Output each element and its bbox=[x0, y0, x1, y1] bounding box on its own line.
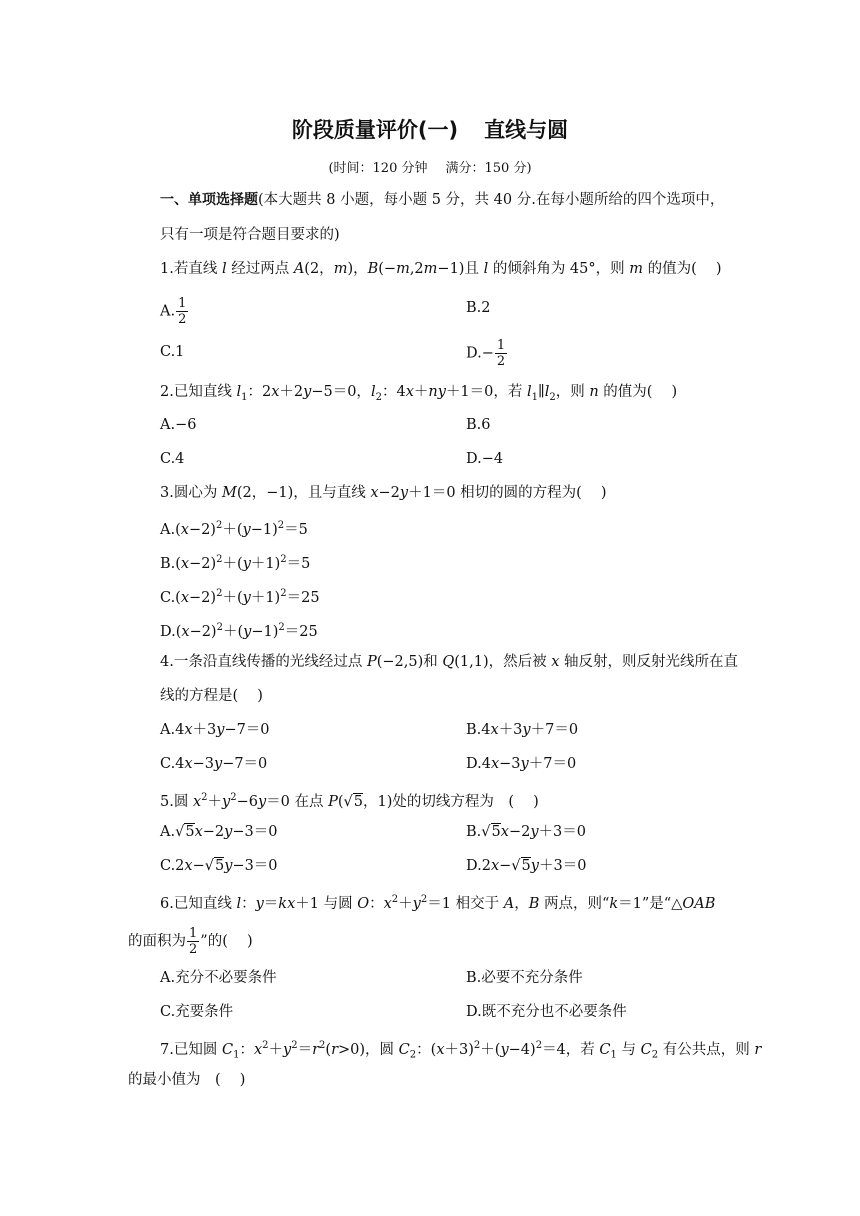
question-5-option-d: D.2x−√5y＋3＝0 bbox=[466, 858, 587, 874]
question-5-option-b: B.√5x−2y＋3＝0 bbox=[466, 824, 586, 840]
title-main: 阶段质量评价(一) bbox=[291, 118, 459, 142]
exam-info bbox=[0, 157, 860, 176]
question-3-option-c: $C.(x-2)^2+(y+1)^2=25$ bbox=[160, 588, 320, 606]
question-1-option-a: A. $\frac{1}{2}$ bbox=[160, 296, 187, 327]
question-1-option-d: D.− $\frac{1}{2}$ bbox=[466, 338, 506, 369]
title-subtitle: 直线与圆 bbox=[484, 118, 569, 142]
question-6-option-b: B.必要不充分条件 bbox=[466, 970, 583, 986]
question-4-option-b: B.4x＋3y＋7＝0 bbox=[466, 722, 579, 738]
question-4-option-d: D.4x−3y＋7＝0 bbox=[466, 756, 577, 772]
question-3-stem: 3.圆心为 M(2，−1)，且与直线 x−2y＋1＝0 相切的圆的方程为( ) bbox=[160, 485, 607, 501]
question-1-stem: 1.若直线 l 经过两点 A(2，m)，B(−m,2m−1)且 l 的倾斜角为 45°，则 m 的值为( ) bbox=[160, 261, 722, 277]
question-2-option-d: D.−4 bbox=[466, 451, 504, 467]
question-5-option-a: A.√5x−2y−3＝0 bbox=[160, 824, 278, 840]
question-4-stem-2: 线的方程是( ) bbox=[160, 688, 263, 704]
question-6-option-c: C.充要条件 bbox=[160, 1004, 234, 1020]
question-2-option-b: B.6 bbox=[466, 417, 491, 433]
question-5-option-c: C.2x−√5y−3＝0 bbox=[160, 858, 278, 874]
question-6-option-a: A.充分不必要条件 bbox=[160, 970, 277, 986]
section-desc-2: 只有一项是符合题目要求的) bbox=[160, 227, 340, 243]
section-desc-1: (本大题共 8 小题，每小题 5 分，共 40 分.在每小题所给的四个选项中， bbox=[258, 192, 725, 208]
section-heading-line bbox=[160, 190, 724, 210]
question-3-option-d: $D.(x-2)^2+(y-1)^2=25$ bbox=[160, 622, 318, 640]
question-6-option-d: D.既不充分也不必要条件 bbox=[466, 1004, 627, 1020]
question-4-option-c: C.4x−3y−7＝0 bbox=[160, 756, 268, 772]
question-6-stem-1: 6.已知直线 l：y＝kx＋1 与圆 O：$x^2+y^2=1$ 相交于 A，B 两点，则“k＝1”是“△OAB bbox=[160, 894, 716, 912]
question-7-stem-1: 7.已知圆 $C_1$：$x^2+y^2=r^2(r>0)$，圆 $C_2$：$(x+3)^2+(y-4)^2=4$，若 $C_1$ 与 $C_2$ 有公共点，则 r bbox=[160, 1040, 762, 1061]
question-3-option-a: $A.(x-2)^2+(y-1)^2=5$ bbox=[160, 520, 308, 538]
question-2-option-a: A.−6 bbox=[160, 417, 197, 433]
question-6-stem-2: 的面积为 $\frac{1}{2}$ ”的( ) bbox=[128, 926, 253, 957]
exam-time: (时间：120 分钟 bbox=[328, 161, 428, 176]
question-3-option-b: $B.(x-2)^2+(y+1)^2=5$ bbox=[160, 554, 311, 572]
question-1-option-c: C.1 bbox=[160, 344, 185, 360]
question-4-stem-1: 4.一条沿直线传播的光线经过点 P(−2,5)和 Q(1,1)，然后被 x 轴反射，则反射光线所在直 bbox=[160, 654, 739, 670]
question-1-option-b: B.2 bbox=[466, 300, 491, 316]
question-5-stem: 5.圆 $x^2+y^2-6y=0$ 在点 P(√5，1)处的切线方程为 ( ) bbox=[160, 792, 539, 810]
exam-score: 满分：150 分) bbox=[445, 161, 532, 176]
question-4-option-a: A.4x＋3y−7＝0 bbox=[160, 722, 270, 738]
section-heading: 一、单项选择题 bbox=[160, 192, 258, 208]
page-title bbox=[0, 114, 860, 144]
question-2-option-c: C.4 bbox=[160, 451, 185, 467]
question-2-stem: 2.已知直线 $l_1$：2x＋2y−5＝0，$l_2$：4x＋ny＋1＝0，若 $l_1\parallel l_2$，则 n 的值为( ) bbox=[160, 384, 678, 403]
question-7-stem-2: 的最小值为 ( ) bbox=[128, 1072, 246, 1088]
